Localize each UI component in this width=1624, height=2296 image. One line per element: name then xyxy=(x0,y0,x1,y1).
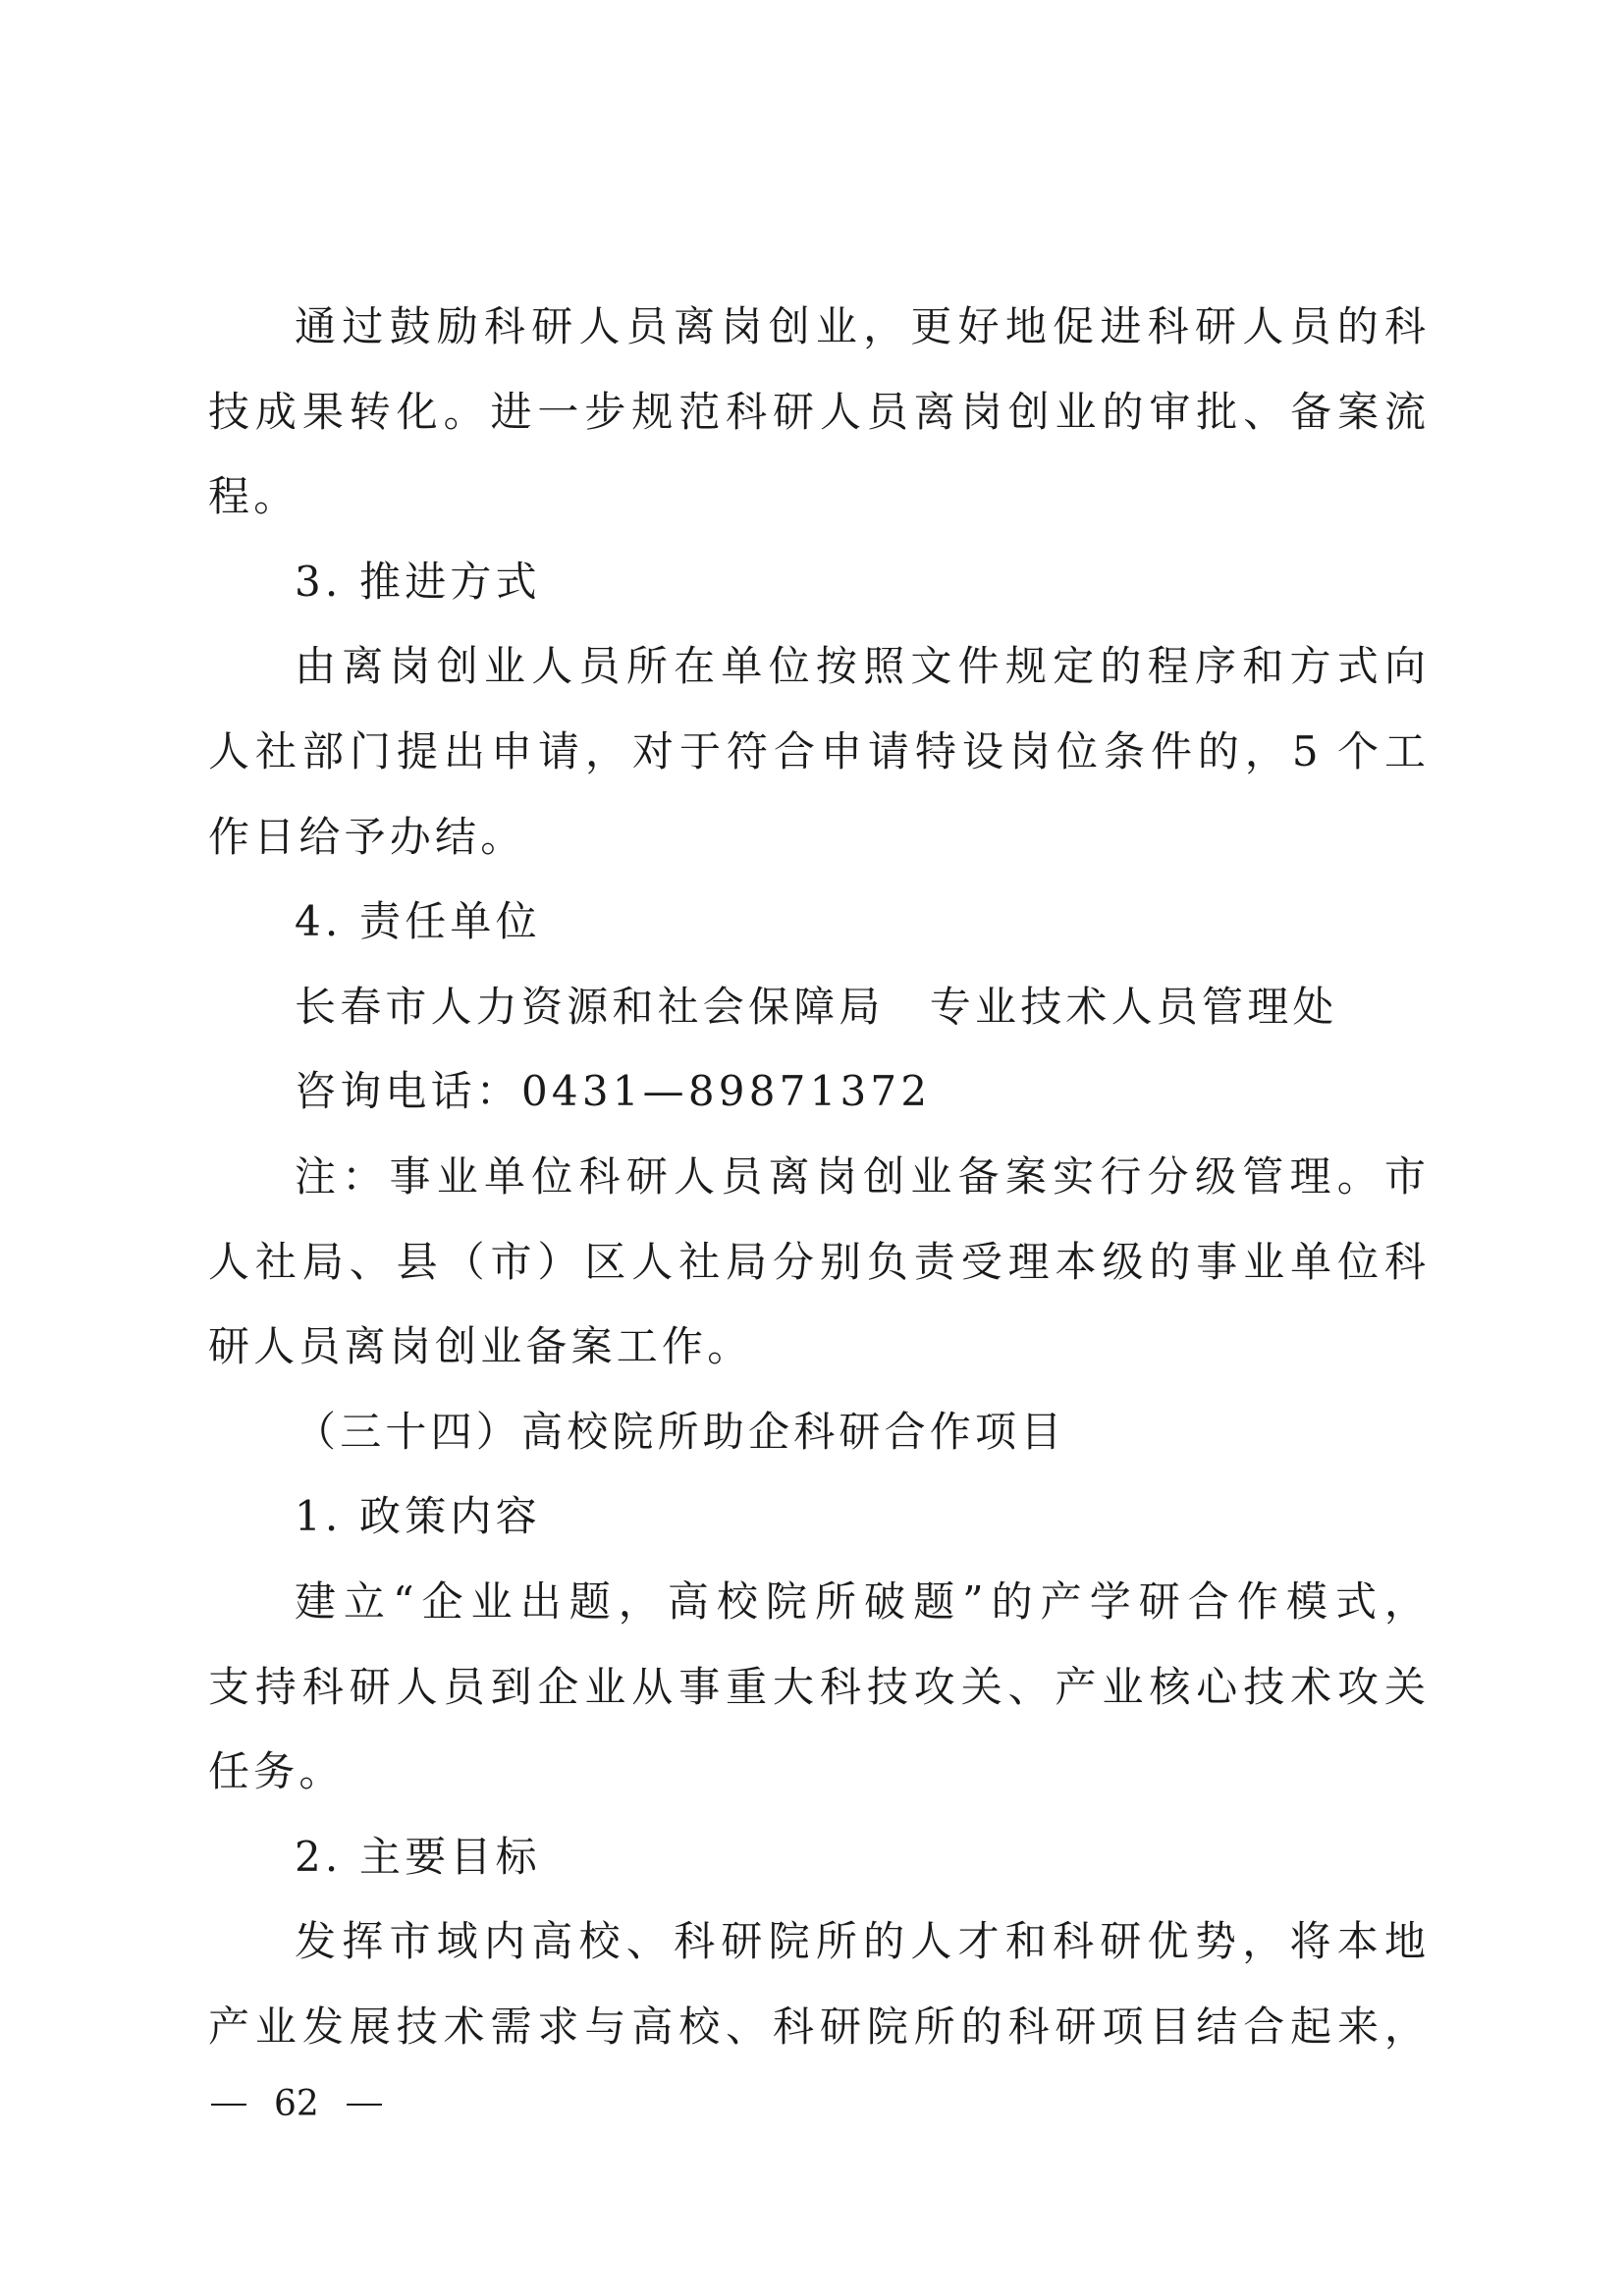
text-line: 程。 xyxy=(208,472,299,521)
text-line: 咨询电话：0431—89871372 xyxy=(295,1067,932,1116)
text-line: 任务。 xyxy=(208,1747,345,1796)
text-line: 1. 政策内容 xyxy=(295,1492,541,1541)
text-line: 4. 责任单位 xyxy=(295,897,541,946)
text-line: 人社局、县（市）区人社局分别负责受理本级的事业单位科 xyxy=(208,1237,1426,1286)
text-line: 发挥市域内高校、科研院所的人才和科研优势，将本地 xyxy=(295,1917,1426,1966)
text-line: 产业发展技术需求与高校、科研院所的科研项目结合起来， xyxy=(208,2002,1426,2051)
text-line: 建立“企业出题，高校院所破题”的产学研合作模式， xyxy=(295,1576,1426,1626)
text-line: （三十四）高校院所助企科研合作项目 xyxy=(295,1407,1066,1456)
text-line: 研人员离岗创业备案工作。 xyxy=(208,1322,753,1371)
text-line: 通过鼓励科研人员离岗创业，更好地促进科研人员的科 xyxy=(295,302,1426,350)
text-line: 注：事业单位科研人员离岗创业备案实行分级管理。市 xyxy=(295,1151,1426,1201)
text-line: 长春市人力资源和社会保障局 专业技术人员管理处 xyxy=(295,982,1338,1031)
page-number xyxy=(211,2073,382,2132)
page-number-value: 62 xyxy=(274,2084,319,2124)
text-line: 由离岗创业人员所在单位按照文件规定的程序和方式向 xyxy=(295,642,1426,691)
text-line: 3. 推进方式 xyxy=(295,557,541,606)
text-line: 支持科研人员到企业从事重大科技攻关、产业核心技术攻关 xyxy=(208,1662,1426,1711)
body-text xyxy=(208,285,1426,2069)
text-line: 作日给予办结。 xyxy=(208,812,526,861)
right-dash xyxy=(347,2104,382,2106)
text-line: 技成果转化。进一步规范科研人员离岗创业的审批、备案流 xyxy=(208,387,1426,436)
text-line: 人社部门提出申请，对于符合申请特设岗位条件的，5 个工 xyxy=(208,726,1426,775)
left-dash xyxy=(211,2104,246,2106)
text-line: 2. 主要目标 xyxy=(295,1832,541,1881)
